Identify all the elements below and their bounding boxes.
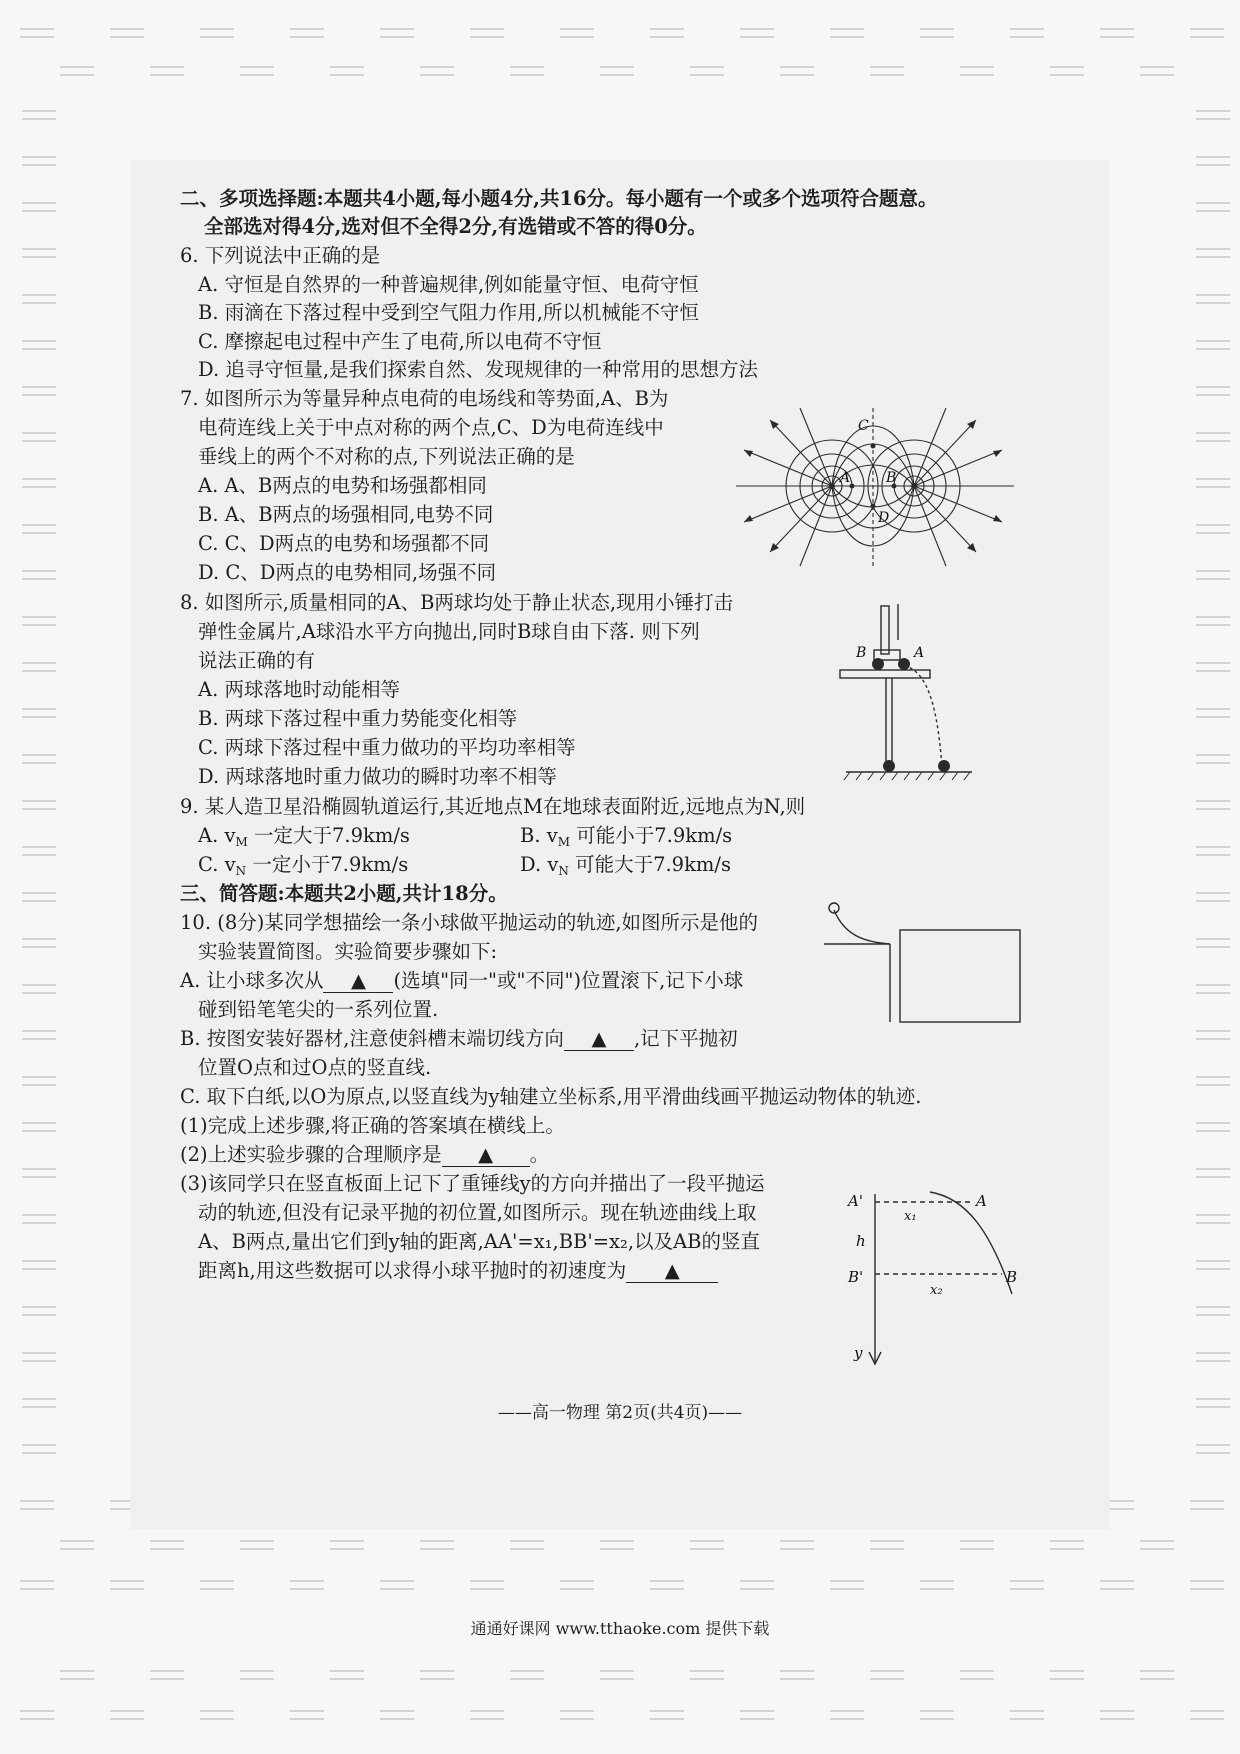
watermark-mark <box>22 708 56 718</box>
watermark-mark <box>22 432 56 442</box>
watermark-mark <box>22 1444 56 1454</box>
watermark-mark <box>920 1580 954 1590</box>
watermark-row <box>0 1670 1240 1684</box>
watermark-mark <box>870 1540 904 1550</box>
watermark-mark <box>150 1540 184 1550</box>
watermark-mark <box>1140 66 1174 76</box>
label-d: D <box>878 510 890 526</box>
q10-step-a: A. 让小球多次从 ▲ (选填"同一"或"不同")位置滚下,记下小球 <box>180 969 744 992</box>
watermark-mark <box>420 1670 454 1680</box>
watermark-mark <box>60 1670 94 1680</box>
q10-part3-line3: A、B两点,量出它们到y轴的距离,AA'=x₁,BB'=x₂,以及AB的竖直 <box>198 1230 760 1253</box>
watermark-mark <box>1196 846 1230 856</box>
q10-step-b-cont: 位置O点和过O点的竖直线. <box>198 1056 432 1079</box>
watermark-mark <box>22 662 56 672</box>
apparatus-figure <box>820 900 1030 1030</box>
watermark-mark <box>20 1580 54 1590</box>
watermark-mark <box>1196 754 1230 764</box>
label-x1: x₁ <box>904 1209 917 1224</box>
watermark-mark <box>20 1710 54 1720</box>
q10-step-c: C. 取下白纸,以O为原点,以竖直线为y轴建立坐标系,用平滑曲线画平抛运动物体的轨迹. <box>180 1085 922 1108</box>
watermark-mark <box>380 1710 414 1720</box>
q6-option-a: A. 守恒是自然界的一种普遍规律,例如能量守恒、电荷守恒 <box>198 273 699 296</box>
section3-heading: 三、简答题:本题共2小题,共计18分。 <box>180 882 508 905</box>
watermark-mark <box>1196 1122 1230 1132</box>
answer-blank-b[interactable]: ▲ <box>564 1028 634 1051</box>
watermark-mark <box>650 28 684 38</box>
watermark-mark <box>1190 28 1224 38</box>
watermark-mark <box>1196 1444 1230 1454</box>
watermark-mark <box>22 1122 56 1132</box>
q7-stem-line3: 垂线上的两个不对称的点,下列说法正确的是 <box>198 445 575 468</box>
watermark-mark <box>1196 708 1230 718</box>
watermark-mark <box>600 1670 634 1680</box>
watermark-mark <box>510 1540 544 1550</box>
watermark-mark <box>20 1500 54 1510</box>
watermark-mark <box>1196 1030 1230 1040</box>
watermark-mark <box>600 66 634 76</box>
watermark-mark <box>150 1670 184 1680</box>
watermark-mark <box>740 1580 774 1590</box>
watermark-mark <box>22 938 56 948</box>
watermark-mark <box>870 66 904 76</box>
watermark-mark <box>1196 892 1230 902</box>
watermark-mark <box>1100 1580 1134 1590</box>
q9-option-d: D. $v_N$ 可能大于7.9km/s <box>520 853 731 878</box>
watermark-mark <box>22 110 56 120</box>
q9-stem: 9. 某人造卫星沿椭圆轨道运行,其近地点M在地球表面附近,远地点为N,则 <box>180 795 806 818</box>
answer-blank-order[interactable]: ▲ <box>442 1144 530 1167</box>
watermark-mark <box>470 1580 504 1590</box>
answer-blank-v0[interactable]: ▲ <box>626 1260 718 1283</box>
answer-blank-a[interactable]: ▲ <box>323 970 393 993</box>
watermark-mark <box>1196 984 1230 994</box>
section2-heading-cont: 全部选对得4分,选对但不全得2分,有选错或不答的得0分。 <box>204 215 707 238</box>
q10-part1: (1)完成上述步骤,将正确的答案填在横线上。 <box>180 1114 565 1137</box>
watermark-mark <box>60 1540 94 1550</box>
watermark-mark <box>22 1352 56 1362</box>
q9-option-a: A. $v_M$ 一定大于7.9km/s <box>198 824 410 849</box>
watermark-mark <box>1196 1306 1230 1316</box>
watermark-mark <box>1196 432 1230 442</box>
watermark-mark <box>22 202 56 212</box>
watermark-mark <box>330 1670 364 1680</box>
q8-option-b: B. 两球下落过程中重力势能变化相等 <box>198 707 518 730</box>
watermark-row <box>0 1580 1240 1594</box>
q10-stem-line2: 实验装置简图。实验简要步骤如下: <box>198 940 498 963</box>
watermark-mark <box>22 294 56 304</box>
watermark-mark <box>240 66 274 76</box>
watermark-mark <box>1100 28 1134 38</box>
q8-stem-line1: 8. 如图所示,质量相同的A、B两球均处于静止状态,现用小锤打击 <box>180 591 734 614</box>
watermark-mark <box>22 892 56 902</box>
watermark-mark <box>22 1214 56 1224</box>
label-a: A <box>914 645 925 661</box>
label-b-prime: B' <box>848 1268 864 1286</box>
watermark-mark <box>1196 524 1230 534</box>
watermark-mark <box>290 1710 324 1720</box>
watermark-mark <box>1196 248 1230 258</box>
q10-step-a-cont: 碰到铅笔笔尖的一系列位置. <box>198 998 439 1021</box>
watermark-mark <box>200 1580 234 1590</box>
watermark-mark <box>290 28 324 38</box>
q7-stem-line2: 电荷连线上关于中点对称的两个点,C、D为电荷连线中 <box>198 416 664 439</box>
watermark-mark <box>830 1580 864 1590</box>
watermark-mark <box>1050 66 1084 76</box>
watermark-mark <box>150 66 184 76</box>
watermark-mark <box>1140 1670 1174 1680</box>
field-lines-figure <box>730 400 1020 575</box>
watermark-mark <box>330 66 364 76</box>
watermark-mark <box>240 1540 274 1550</box>
watermark-mark <box>22 754 56 764</box>
watermark-row <box>0 1540 1240 1554</box>
q8-option-c: C. 两球下落过程中重力做功的平均功率相等 <box>198 736 576 759</box>
watermark-row <box>0 66 1240 80</box>
q10-part3-line2: 动的轨迹,但没有记录平抛的初位置,如图所示。现在轨迹曲线上取 <box>198 1201 757 1224</box>
label-a: A <box>976 1192 987 1210</box>
watermark-mark <box>290 1580 324 1590</box>
watermark-mark <box>22 616 56 626</box>
watermark-mark <box>1196 800 1230 810</box>
watermark-mark <box>22 524 56 534</box>
watermark-mark <box>1010 28 1044 38</box>
watermark-mark <box>1196 1168 1230 1178</box>
watermark-mark <box>690 1670 724 1680</box>
watermark-row <box>0 1710 1240 1724</box>
watermark-mark <box>1196 616 1230 626</box>
watermark-mark <box>22 340 56 350</box>
watermark-mark <box>470 1710 504 1720</box>
watermark-mark <box>22 386 56 396</box>
watermark-mark <box>1190 1500 1224 1510</box>
watermark-mark <box>22 1306 56 1316</box>
watermark-mark <box>560 28 594 38</box>
watermark-mark <box>1196 1352 1230 1362</box>
section2-heading: 二、多项选择题:本题共4小题,每小题4分,共16分。每小题有一个或多个选项符合题意。 <box>180 187 938 210</box>
q7-option-a: A. A、B两点的电势和场强都相同 <box>198 474 487 497</box>
watermark-mark <box>22 478 56 488</box>
watermark-mark <box>1196 570 1230 580</box>
watermark-mark <box>560 1710 594 1720</box>
page-footer: ——高一物理 第2页(共4页)—— <box>497 1403 743 1423</box>
watermark-mark <box>380 1580 414 1590</box>
watermark-mark <box>1196 110 1230 120</box>
watermark-mark <box>960 66 994 76</box>
watermark-mark <box>740 28 774 38</box>
watermark-mark <box>560 1580 594 1590</box>
watermark-mark <box>60 66 94 76</box>
watermark-mark <box>960 1540 994 1550</box>
q10-part3-line4: 距离h,用这些数据可以求得小球平抛时的初速度为 ▲ <box>198 1258 718 1284</box>
label-b: B <box>1006 1268 1018 1286</box>
label-a: A <box>840 470 851 486</box>
watermark-mark <box>1140 1540 1174 1550</box>
watermark-mark <box>1196 938 1230 948</box>
label-h: h <box>856 1232 866 1250</box>
watermark-mark <box>22 1260 56 1270</box>
watermark-mark <box>1196 1076 1230 1086</box>
watermark-mark <box>20 28 54 38</box>
q9-option-b: B. $v_M$ 可能小于7.9km/s <box>520 824 733 849</box>
watermark-mark <box>650 1710 684 1720</box>
watermark-mark <box>1050 1670 1084 1680</box>
watermark-mark <box>740 1710 774 1720</box>
q10-part2: (2)上述实验步骤的合理顺序是 ▲ 。 <box>180 1143 550 1166</box>
watermark-mark <box>22 156 56 166</box>
watermark-mark <box>510 66 544 76</box>
watermark-mark <box>690 1540 724 1550</box>
watermark-mark <box>830 28 864 38</box>
label-y: y <box>854 1344 863 1362</box>
q6-stem: 6. 下列说法中正确的是 <box>180 244 381 267</box>
q8-option-d: D. 两球落地时重力做功的瞬时功率不相等 <box>198 765 557 788</box>
q10-part3-line1: (3)该同学只在竖直板面上记下了重锤线y的方向并描出了一段平抛运 <box>180 1172 765 1195</box>
watermark-mark <box>200 28 234 38</box>
watermark-mark <box>420 1540 454 1550</box>
q7-option-b: B. A、B两点的场强相同,电势不同 <box>198 503 494 526</box>
watermark-mark <box>380 28 414 38</box>
watermark-mark <box>110 28 144 38</box>
watermark-mark <box>22 248 56 258</box>
watermark-mark <box>1196 478 1230 488</box>
q10-step-b: B. 按图安装好器材,注意使斜槽末端切线方向 ▲ ,记下平抛初 <box>180 1027 738 1050</box>
watermark-mark <box>920 1710 954 1720</box>
watermark-mark <box>1050 1540 1084 1550</box>
watermark-mark <box>22 1030 56 1040</box>
watermark-mark <box>780 66 814 76</box>
watermark-mark <box>650 1580 684 1590</box>
q8-option-a: A. 两球落地时动能相等 <box>198 678 400 701</box>
watermark-mark <box>690 66 724 76</box>
watermark-mark <box>22 846 56 856</box>
q6-option-c: C. 摩擦起电过程中产生了电荷,所以电荷不守恒 <box>198 330 602 353</box>
watermark-mark <box>22 984 56 994</box>
watermark-mark <box>600 1540 634 1550</box>
watermark-mark <box>1196 1214 1230 1224</box>
watermark-mark <box>780 1540 814 1550</box>
download-note: 通通好课网 www.tthaoke.com 提供下载 <box>470 1619 770 1638</box>
watermark-mark <box>200 1710 234 1720</box>
watermark-mark <box>1190 1710 1224 1720</box>
watermark-mark <box>420 66 454 76</box>
watermark-mark <box>110 1580 144 1590</box>
watermark-mark <box>1100 1710 1134 1720</box>
q7-option-c: C. C、D两点的电势和场强都不同 <box>198 532 490 555</box>
watermark-mark <box>920 28 954 38</box>
trajectory-figure <box>840 1190 1020 1370</box>
label-x2: x₂ <box>930 1283 943 1298</box>
watermark-mark <box>870 1670 904 1680</box>
watermark-mark <box>1010 1580 1044 1590</box>
watermark-mark <box>110 1710 144 1720</box>
watermark-mark <box>1196 386 1230 396</box>
q9-option-c: C. $v_N$ 一定小于7.9km/s <box>198 853 409 878</box>
watermark-mark <box>22 1168 56 1178</box>
label-b: B <box>856 645 867 661</box>
q6-option-d: D. 追寻守恒量,是我们探索自然、发现规律的一种常用的思想方法 <box>198 358 759 381</box>
watermark-mark <box>1010 1710 1044 1720</box>
watermark-mark <box>1196 202 1230 212</box>
q10-stem-line1: 10. (8分)某同学想描绘一条小球做平抛运动的轨迹,如图所示是他的 <box>180 911 759 934</box>
watermark-mark <box>1190 1580 1224 1590</box>
q6-option-b: B. 雨滴在下落过程中受到空气阻力作用,所以机械能不守恒 <box>198 301 699 324</box>
q7-option-d: D. C、D两点的电势相同,场强不同 <box>198 561 497 584</box>
watermark-mark <box>1196 294 1230 304</box>
watermark-mark <box>1196 662 1230 672</box>
label-b: B <box>886 470 897 486</box>
watermark-mark <box>22 570 56 580</box>
watermark-mark <box>470 28 504 38</box>
watermark-mark <box>510 1670 544 1680</box>
watermark-mark <box>1196 340 1230 350</box>
watermark-mark <box>22 800 56 810</box>
hammer-balls-figure <box>838 600 978 790</box>
watermark-mark <box>22 1076 56 1086</box>
watermark-mark <box>780 1670 814 1680</box>
label-a-prime: A' <box>848 1192 863 1210</box>
watermark-mark <box>1196 1260 1230 1270</box>
watermark-mark <box>330 1540 364 1550</box>
watermark-mark <box>1196 156 1230 166</box>
watermark-row <box>0 28 1240 42</box>
watermark-mark <box>240 1670 274 1680</box>
watermark-mark <box>960 1670 994 1680</box>
q7-stem-line1: 7. 如图所示为等量异种点电荷的电场线和等势面,A、B为 <box>180 387 669 410</box>
watermark-mark <box>830 1710 864 1720</box>
label-c: C <box>858 418 869 434</box>
q8-stem-line2: 弹性金属片,A球沿水平方向抛出,同时B球自由下落. 则下列 <box>198 620 700 643</box>
q8-stem-line3: 说法正确的有 <box>198 649 316 672</box>
